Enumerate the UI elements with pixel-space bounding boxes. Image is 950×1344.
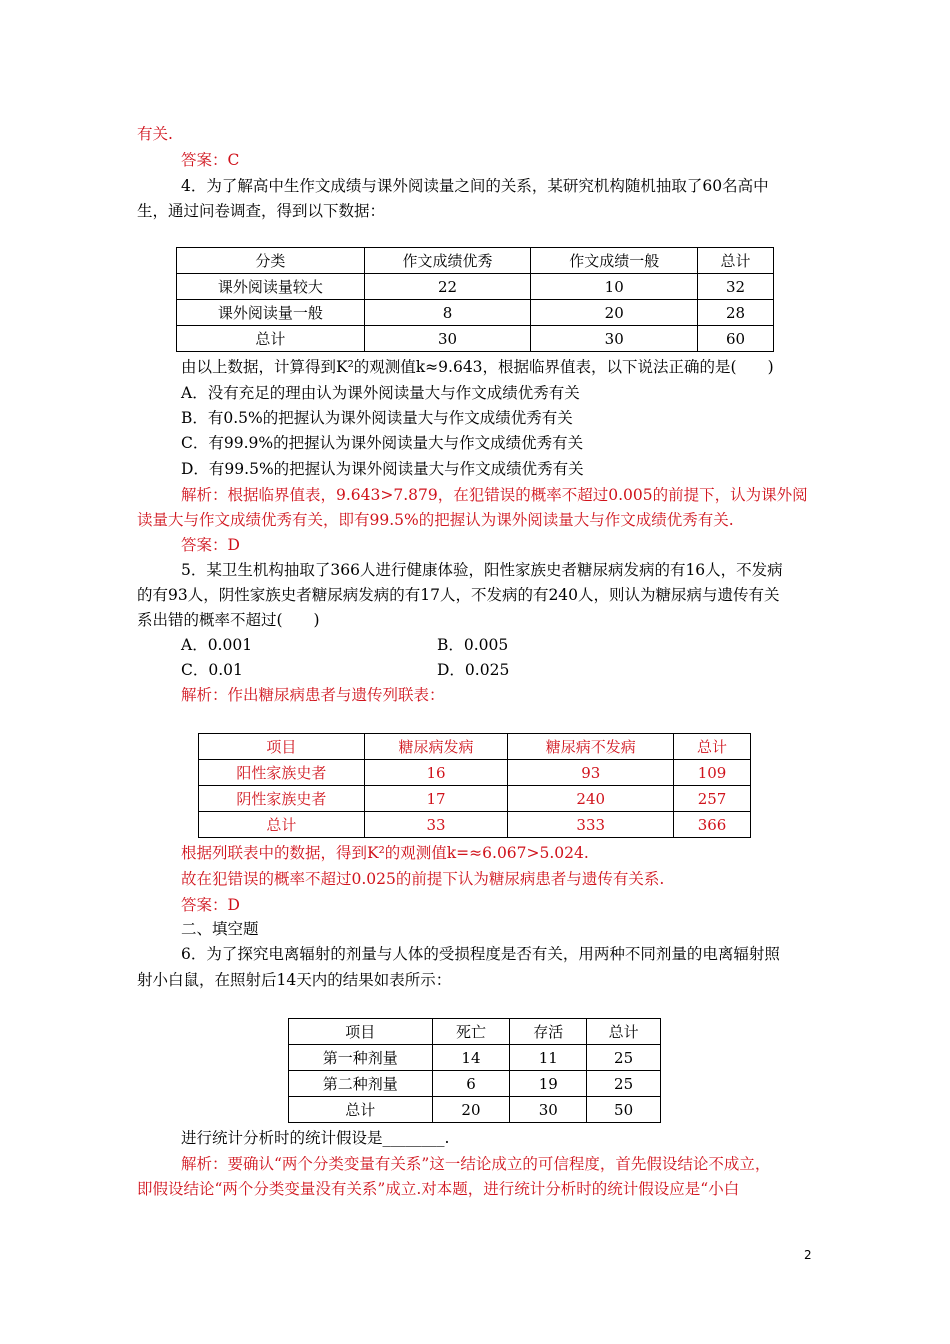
table-header-cell: 存活 (510, 1019, 587, 1045)
table-cell: 60 (698, 326, 774, 352)
answer-value: D (227, 536, 240, 554)
table-header-cell: 总计 (698, 248, 774, 274)
answer-value: C (227, 151, 240, 169)
answer-label: 答案： (181, 896, 228, 914)
table-cell: 366 (674, 812, 751, 838)
table-cell: 6 (432, 1071, 510, 1097)
table-cell: 20 (531, 300, 698, 326)
q4-option-d: D．有99.5%的把握认为课外阅读量大与作文成绩优秀有关 (181, 460, 584, 478)
q5-stem-line1: 5．某卫生机构抽取了366人进行健康体验，阳性家族史者糖尿病发病的有16人，不发病 (181, 561, 783, 579)
q6-table (288, 1018, 661, 1123)
table-cell: 333 (508, 812, 674, 838)
table-header-cell: 死亡 (432, 1019, 510, 1045)
section-heading: 二、填空题 (181, 920, 259, 938)
q5-table (198, 733, 751, 838)
table-cell: 93 (508, 760, 674, 786)
q5-stem-line3: 系出错的概率不超过( ) (137, 611, 320, 629)
table-cell: 50 (587, 1097, 661, 1123)
q4-stem-line1: 4．为了解高中生作文成绩与课外阅读量之间的关系，某研究机构随机抽取了60名高中 (181, 177, 769, 195)
q6-question: 进行统计分析时的统计假设是________. (181, 1129, 450, 1147)
table-cell: 17 (364, 786, 508, 812)
answer-label: 答案： (181, 151, 228, 169)
q5-option-c: C．0.01 (181, 661, 243, 679)
table-cell: 10 (531, 274, 698, 300)
q6-stem-line2: 射小白鼠，在照射后14天内的结果如表所示： (137, 971, 452, 989)
table-row (199, 786, 751, 812)
table-header-cell: 作文成绩一般 (531, 248, 698, 274)
q5-option-d: D．0.025 (437, 661, 510, 679)
q6-analysis-line1: 解析：要确认“两个分类变量有关系”这一结论成立的可信程度，首先假设结论不成立， (181, 1155, 771, 1173)
table-header-cell: 项目 (289, 1019, 433, 1045)
table-cell: 30 (510, 1097, 587, 1123)
q5-option-b: B．0.005 (437, 636, 509, 654)
table-row (289, 1097, 661, 1123)
table-header-row (289, 1019, 661, 1045)
answer-value: D (227, 896, 240, 914)
table-header-cell: 项目 (199, 734, 365, 760)
table-header-cell: 糖尿病发病 (364, 734, 508, 760)
table-header-cell: 分类 (177, 248, 365, 274)
q5-analysis-line2: 根据列联表中的数据，得到K²的观测值k=≈6.067>5.024. (181, 844, 589, 862)
q4-analysis-line2: 读量大与作文成绩优秀有关，即有99.5%的把握认为课外阅读量大与作文成绩优秀有关. (137, 511, 734, 529)
table-cell: 25 (587, 1045, 661, 1071)
table-row (289, 1071, 661, 1097)
q4-analysis-line1: 解析：根据临界值表，9.643>7.879，在犯错误的概率不超过0.005的前提下，认为课外阅 (181, 486, 808, 504)
q3-answer (181, 150, 239, 170)
table-cell: 19 (510, 1071, 587, 1097)
q5-analysis-line3: 故在犯错误的概率不超过0.025的前提下认为糖尿病患者与遗传有关系. (181, 870, 665, 888)
table-cell: 课外阅读量较大 (177, 274, 365, 300)
table-header-cell: 总计 (674, 734, 751, 760)
q4-stem-line2: 生，通过问卷调查，得到以下数据： (137, 202, 386, 220)
table-cell: 14 (432, 1045, 510, 1071)
table-header-row (177, 248, 774, 274)
table-cell: 33 (364, 812, 508, 838)
q4-option-a: A．没有充足的理由认为课外阅读量大与作文成绩优秀有关 (181, 384, 580, 402)
table-row (177, 326, 774, 352)
q4-option-b: B．有0.5%的把握认为课外阅读量大与作文成绩优秀有关 (181, 409, 573, 427)
q6-analysis-line2: 即假设结论“两个分类变量没有关系”成立.对本题，进行统计分析时的统计假设应是“小白 (137, 1180, 740, 1198)
table-cell: 第二种剂量 (289, 1071, 433, 1097)
q5-answer (181, 895, 240, 915)
table-cell: 总计 (199, 812, 365, 838)
table-header-row (199, 734, 751, 760)
table-cell: 257 (674, 786, 751, 812)
table-cell: 课外阅读量一般 (177, 300, 365, 326)
table-cell: 32 (698, 274, 774, 300)
table-cell: 8 (364, 300, 531, 326)
q3-tail: 有关. (137, 125, 173, 143)
table-cell: 16 (364, 760, 508, 786)
q5-analysis-line1: 解析：作出糖尿病患者与遗传列联表： (181, 686, 445, 704)
table-header-cell: 作文成绩优秀 (364, 248, 531, 274)
table-cell: 11 (510, 1045, 587, 1071)
page-number: 2 (804, 1248, 812, 1262)
table-cell: 阴性家族史者 (199, 786, 365, 812)
answer-label: 答案： (181, 536, 228, 554)
table-cell: 22 (364, 274, 531, 300)
q6-stem-line1: 6．为了探究电离辐射的剂量与人体的受损程度是否有关，用两种不同剂量的电离辐射照 (181, 945, 780, 963)
table-cell: 240 (508, 786, 674, 812)
table-cell: 总计 (289, 1097, 433, 1123)
table-header-cell: 总计 (587, 1019, 661, 1045)
q4-answer (181, 535, 240, 555)
table-row (177, 300, 774, 326)
table-row (199, 760, 751, 786)
table-row (289, 1045, 661, 1071)
q5-option-a: A．0.001 (181, 636, 253, 654)
table-cell: 109 (674, 760, 751, 786)
table-cell: 30 (531, 326, 698, 352)
table-header-cell: 糖尿病不发病 (508, 734, 674, 760)
table-cell: 30 (364, 326, 531, 352)
table-row (177, 274, 774, 300)
q4-question: 由以上数据，计算得到K²的观测值k≈9.643，根据临界值表，以下说法正确的是( ) (181, 358, 774, 376)
table-cell: 总计 (177, 326, 365, 352)
q4-table (176, 247, 774, 352)
table-cell: 28 (698, 300, 774, 326)
table-cell: 第一种剂量 (289, 1045, 433, 1071)
q4-option-c: C．有99.9%的把握认为课外阅读量大与作文成绩优秀有关 (181, 434, 584, 452)
table-cell: 25 (587, 1071, 661, 1097)
q5-stem-line2: 的有93人，阴性家族史者糖尿病发病的有17人，不发病的有240人，则认为糖尿病与遗传有关 (137, 586, 780, 604)
table-row (199, 812, 751, 838)
table-cell: 20 (432, 1097, 510, 1123)
table-cell: 阳性家族史者 (199, 760, 365, 786)
